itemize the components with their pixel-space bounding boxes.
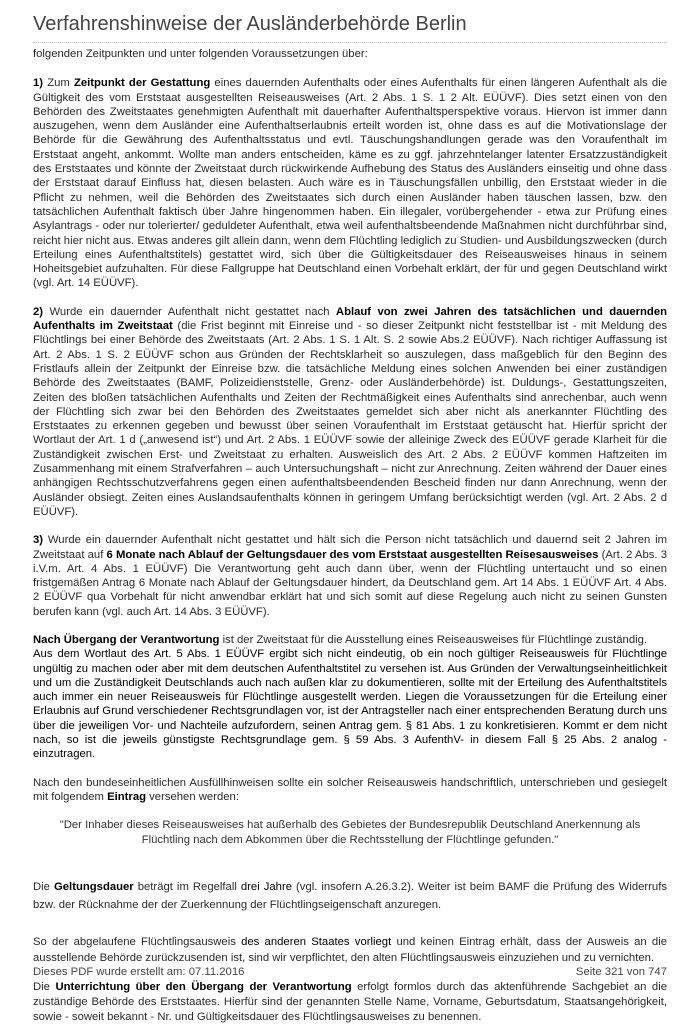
- paragraph-expired-text: und keinen Eintrag erhält, dass der Ausweis an die ausstellende Behörde zurückzusenden ist, sind wir verpflichtet, den alten Flüchtlingsausweis einzuziehen und zu vernichten.: [33, 935, 667, 964]
- paragraph-duration: [33, 878, 667, 914]
- paragraph-2-text: (die Frist beginnt mit Einreise und - so dieser Zeitpunkt nicht feststellbar ist - mit Meldung des Flüchtlings bei einer Behörde des Zweitstaats (Art. 2 Abs. 1 S. 1 Alt. S. 2 sowie Abs.2 EÜÜVF). Nach richtiger Auffassung ist Art. 2 Abs. 1 S. 2 EÜÜVF schon aus Gründen der Rechtsklarheit so auszulegen, dass maßgeblich für den Beginn des Fristlaufs allein der Zeitpunkt der Einreise bzw. die tatsächliche Meldung eines solchen Anwenden bei einer zuständigen Behörde des Zweitstaates (BAMF, Polizeidienststelle, Grenz- oder Ausländerbehörde) ist. Duldungs-, Gestattungszeiten, Zeiten des bloßen tatsächlichen Aufenthalts und Zeiten der Rechtmäßigkeit eines Aufenthalts sind anrechenbar, auch wenn der Flüchtling sich zwar bei den Behörden des Zweitstaates gemeldet sich aber nicht als anerkannter Flüchtling des Erststaates zu erkennen gegeben und bewusst über seinen Voraufenthalt im Erststaat getäuscht hat. Hierfür spricht der Wortlaut der Art. 1 d („anwesend ist“) und Art. 2 Abs. 1 EÜÜVF sowie der alleinige Zweck des EÜÜVF gerade Klarheit für die Zuständigkeit zwischen Erst- und Zweitstaat zu erhalten. Ausweislich des Art. 2 Abs. 2 EÜÜVF kommen Haftzeiten im Zusammenhang mit einem Strafverfahren – auch Untersuchungshaft – nicht zur Anrechnung. Zeiten während der Dauer eines anhängigen Rechtsschutzverfahrens gegen einen aufenthaltsbeendenden Bescheid finden nur dann Anrechnung, wenn der Ausländer obsiegt. Zeiten eines Auslandsaufenthalts können in geringem Umfang berücksichtigt werden (vgl. Art. 2 Abs. 2 d EÜÜVF).: [33, 320, 667, 518]
- paragraph-notice-bold: Unterrichtung über den Übergang der Verantwortung: [55, 980, 352, 993]
- paragraph-1-number: 1): [33, 77, 44, 90]
- page-title: Verfahrenshinweise der Ausländerbehörde Berlin: [33, 12, 667, 43]
- paragraph-notice-pre: Die: [33, 980, 56, 993]
- paragraph-transfer-bold: Nach Übergang der Verantwortung: [33, 633, 220, 646]
- footer-created-date: Dieses PDF wurde erstellt am: 07.11.2016: [33, 966, 245, 978]
- paragraph-1-pre: Zum: [43, 77, 74, 90]
- paragraph-duration-bold: Geltungsdauer: [53, 880, 134, 893]
- paragraph-entry-text: versehen werden:: [146, 790, 239, 803]
- paragraph-3: [33, 533, 667, 619]
- document-body: [33, 47, 667, 1025]
- paragraph-expired-dark: des anderen Staates vorliegt: [241, 935, 392, 948]
- document-page: [33, 0, 667, 1025]
- paragraph-notice-text: erfolgt formlos durch das aktenführende Sachgebiet an die zuständige Behörde des Erststaates. Hierfür sind der genannten Stelle Name, Vorname, Geburtsdatum, Staatsangehörigkeit, sowie - soweit bekannt - Nr. und Gültigkeitsdauer des Flüchtlingsausweises zu benennen.: [33, 980, 668, 1023]
- paragraph-entry-bold: Eintrag: [107, 790, 147, 803]
- paragraph-duration-pre: Die: [33, 880, 54, 893]
- paragraph-2: [33, 305, 667, 519]
- paragraph-duration-mid: beträgt im Regelfall: [133, 880, 241, 893]
- entry-quote: "Der Inhaber dieses Reiseausweises hat außerhalb des Gebietes der Bundesrepublik Deutschland Anerkennung als Flüchtling nach dem Abkommen über die Rechtsstellung der Flüchtlinge gefunden.": [59, 819, 641, 846]
- paragraph-1-text: eines dauernden Aufenthalts oder eines Aufenthalts für einen längeren Aufenthalt als die Gültigkeit des vom Erststaat ausgestellten Reiseausweises (Art. 2 Abs. 1 S. 1 2 Alt. EÜÜVF). Dies setzt einen von den Behörden des Zweitstaates genehmigten Aufenthalt mit dauerhafter Aufenthaltsperspektive voraus. Hiervon ist immer dann auszugehen, wenn dem Ausländer eine Aufenthaltserlaubnis erteilt worden ist, ohne dass es auf die Motivationslage der Behörde für die Gewährung des Aufenthaltsstatus und evtl. Täuschungshandlungen gerade was den Voraufenthalt im Erststaat angeht, ankommt. Wollte man anders entscheiden, käme es zu ggf. jahrzehntelanger latenter Ersatzzuständigkeit des Erststaates und könnte der Zweitstaat durch rückwirkende Aufhebung des Status des Ausländers einseitig und ohne dass der Erststaat darauf Einfluss hat, diesen belasten. Auch wäre es in Täuschungsfällen unbillig, den Erststaat wieder in die Pflicht zu nehmen, weil die Behörden des Zweitstaates sich durch einen Ausländer haben täuschen lassen, bzw. den tatsächlichen Aufenthalt faktisch über Jahre hingenommen haben. Ein illegaler, vorübergehender - etwa zur Prüfung eines Asylantrags - oder nur tolerierter/ geduldeter Aufenthalt, etwa weil aufenthaltsbeendende Maßnahmen nicht durchführbar sind, reicht hier nicht aus. Etwas anderes gilt allein dann, wenn dem Flüchtling lediglich zu Studien- und Ausbildungszwecken (durch Erteilung eines Aufenthaltstitels) gestattet wird, sich über die Gültigkeitsdauer des Reiseausweises hinaus in seinem Hoheitsgebiet aufzuhalten. Für diese Fallgruppe hat Deutschland einen Vorbehalt erklärt, der für und gegen Deutschland wirkt (vgl. Art. 14 EÜÜVF).: [33, 77, 668, 290]
- paragraph-2-pre: Wurde ein dauernder Aufenthalt nicht gestattet nach: [43, 305, 336, 318]
- paragraph-3-text: (Art. 2 Abs. 3 i.V.m. Art. 4 Abs. 1 EÜÜVF) Die Verantwortung geht auch dann über, wenn der Flüchtling untertaucht und so einen fristgemäßen Antrag 6 Monate nach Ablauf der Geltungsdauer hindert, da Deutschland gem. Art 14 Abs. 1 EÜÜVF Art. 4 Abs. 2 EÜÜVF qua Vorbehalt für nicht anwendbar erklärt hat und sich somit auf diese Regelung auch nicht zu seinen Gunsten berufen kann (vgl. auch Art. 14 Abs. 3 EÜÜVF).: [33, 548, 667, 618]
- paragraph-duration-dark: drei Jahre: [240, 880, 292, 893]
- lead-paragraph: folgenden Zeitpunkten und unter folgenden Voraussetzungen über:: [33, 48, 368, 60]
- paragraph-transfer-text2: Aus dem Wortlaut des Art. 5 Abs. 1 EÜÜVF ergibt sich nicht eindeutig, ob ein noch gültiger Reiseausweis für Flüchtlinge ungültig zu machen oder aber mit dem deutschen Aufenthaltstitel zu versehen ist. Aus Gründen der Verwaltungseinheitlichkeit und um die Zuständigkeit Deutschlands auch nach außen klar zu dokumentieren, sollte mit der Erteilung des Aufenthaltstitels auch immer ein neuer Reiseausweis für Flüchtlinge ausgestellt werden. Liegen die Voraussetzungen für die Erteilung einer Erlaubnis auf Grund verschiedener Rechtsgrundlagen vor, ist der Antragsteller nach einer entsprechenden Beratung durch uns über die jeweiligen Vor- und Nachteile aufzufordern, seinen Antrag gem. § 81 Abs. 1 zu konkretisieren. Kommt er dem nicht nach, so ist die jeweils günstigste Rechtsgrundlage gem. § 59 Abs. 3 AufenthV- in diesem Fall § 25 Abs. 2 analog - einzutragen.: [33, 648, 667, 761]
- paragraph-entry: [33, 776, 667, 805]
- paragraph-expired-pre: So der abgelaufene Flüchtlingsausweis: [33, 935, 242, 948]
- paragraph-notice: [33, 980, 667, 1025]
- paragraph-entry-pre: Nach den bundeseinheitlichen Ausfüllhinweisen sollte ein solcher Reiseausweis handschriftlich, unterschrieben und gesiegelt mit folgendem: [33, 776, 667, 803]
- paragraph-3-bold: 6 Monate nach Ablauf der Geltungsdauer des vom Erststaat ausgestellten Reisesausweises: [106, 548, 599, 561]
- paragraph-3-pre: Wurde ein dauernder Aufenthalt nicht gestattet und hält sich die Person nicht tatsächlich und dauernd seit 2 Jahren im Zweitstaat auf: [33, 534, 667, 561]
- paragraph-transfer-text1: ist der Zweitstaat für die Ausstellung eines Reiseausweises für Flüchtlinge zuständig.: [219, 633, 648, 646]
- footer-page-number: Seite 321 von 747: [575, 966, 667, 978]
- paragraph-1-bold: Zeitpunkt der Gestattung: [73, 77, 211, 90]
- paragraph-1: [33, 76, 667, 290]
- paragraph-expired: [33, 934, 667, 966]
- paragraph-transfer: [33, 633, 667, 762]
- page-footer: [33, 966, 667, 978]
- paragraph-3-number: 3): [33, 534, 44, 547]
- paragraph-2-number: 2): [33, 305, 44, 318]
- paragraph-duration-text: (vgl. insofern A.26.3.2). Weiter ist beim BAMF die Prüfung des Widerrufs bzw. der Rücknahme der der Zuerkennung der Flüchtlingseigenschaft anzuregen.: [33, 880, 667, 911]
- paragraph-2-bold: Ablauf von zwei Jahren des tatsächlichen und dauernden Aufenthalts im Zweitstaat: [33, 305, 668, 333]
